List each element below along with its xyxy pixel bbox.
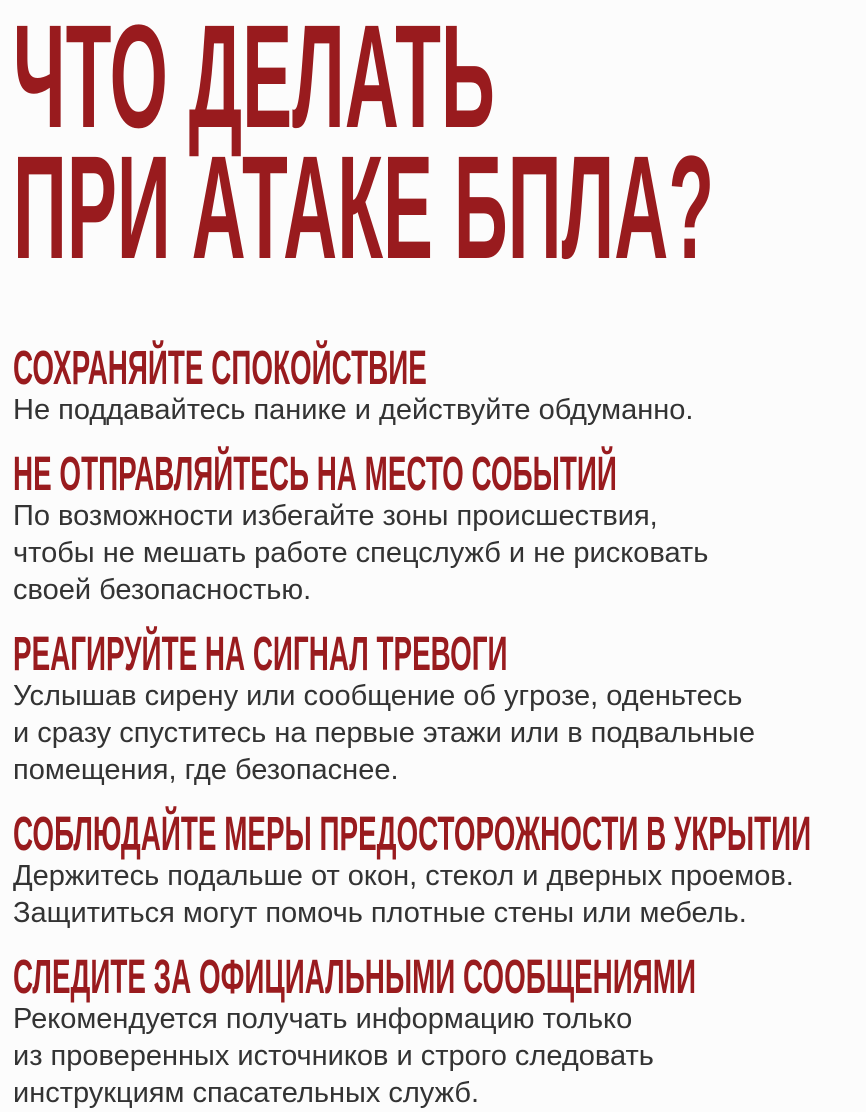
- section-heading-text: СОХРАНЯЙТЕ СПОКОЙСТВИЕ: [13, 342, 427, 395]
- section-heading: [13, 448, 866, 501]
- section-body-line: инструкциям спасательных служб.: [13, 1077, 480, 1109]
- section-heading-text: НЕ ОТПРАВЛЯЙТЕСЬ НА МЕСТО СОБЫТИЙ: [13, 448, 617, 501]
- section-avoid-scene: [13, 448, 866, 609]
- section-keep-calm: [13, 342, 866, 429]
- section-heading-text: СОБЛЮДАЙТЕ МЕРЫ ПРЕДОСТОРОЖНОСТИ В УКРЫТИИ: [13, 808, 812, 861]
- section-body-line: Держитесь подальше от окон, стекол и дверных проемов.: [13, 860, 794, 892]
- section-heading-text: РЕАГИРУЙТЕ НА СИГНАЛ ТРЕВОГИ: [13, 628, 508, 681]
- section-heading: [13, 342, 866, 395]
- section-body-line: чтобы не мешать работе спецслужб и не рисковать: [13, 537, 709, 569]
- poster-title: [13, 0, 866, 290]
- section-heading: [13, 808, 866, 861]
- section-body-line: Услышав сирену или сообщение об угрозе, оденьтесь: [13, 680, 743, 712]
- section-heading: [13, 951, 866, 1004]
- section-body-line: Рекомендуется получать информацию только: [13, 1003, 633, 1035]
- section-shelter-precautions: [13, 808, 866, 932]
- poster-title-line-2: [13, 126, 866, 290]
- section-body-line: своей безопасностью.: [13, 574, 312, 606]
- section-body-line: из проверенных источников и строго следовать: [13, 1040, 654, 1072]
- section-official-updates: [13, 951, 866, 1112]
- poster-title-line-1-text: ЧТО ДЕЛАТЬ: [13, 0, 495, 159]
- section-body-line: Защититься могут помочь плотные стены или мебель.: [13, 897, 747, 929]
- section-body-line: и сразу спуститесь на первые этажи или в подвальные: [13, 717, 756, 749]
- section-heading-text: СЛЕДИТЕ ЗА ОФИЦИАЛЬНЫМИ СООБЩЕНИЯМИ: [13, 951, 697, 1004]
- section-body-line: Не поддавайтесь панике и действуйте обдуманно.: [13, 394, 694, 426]
- section-react-to-alarm: [13, 628, 866, 789]
- section-body-line: По возможности избегайте зоны происшествия,: [13, 500, 658, 532]
- section-body-line: помещения, где безопаснее.: [13, 754, 399, 786]
- section-heading: [13, 628, 866, 681]
- poster-title-line-2-text: ПРИ АТАКЕ БПЛА?: [13, 126, 715, 290]
- poster-title-line-1: [13, 0, 866, 159]
